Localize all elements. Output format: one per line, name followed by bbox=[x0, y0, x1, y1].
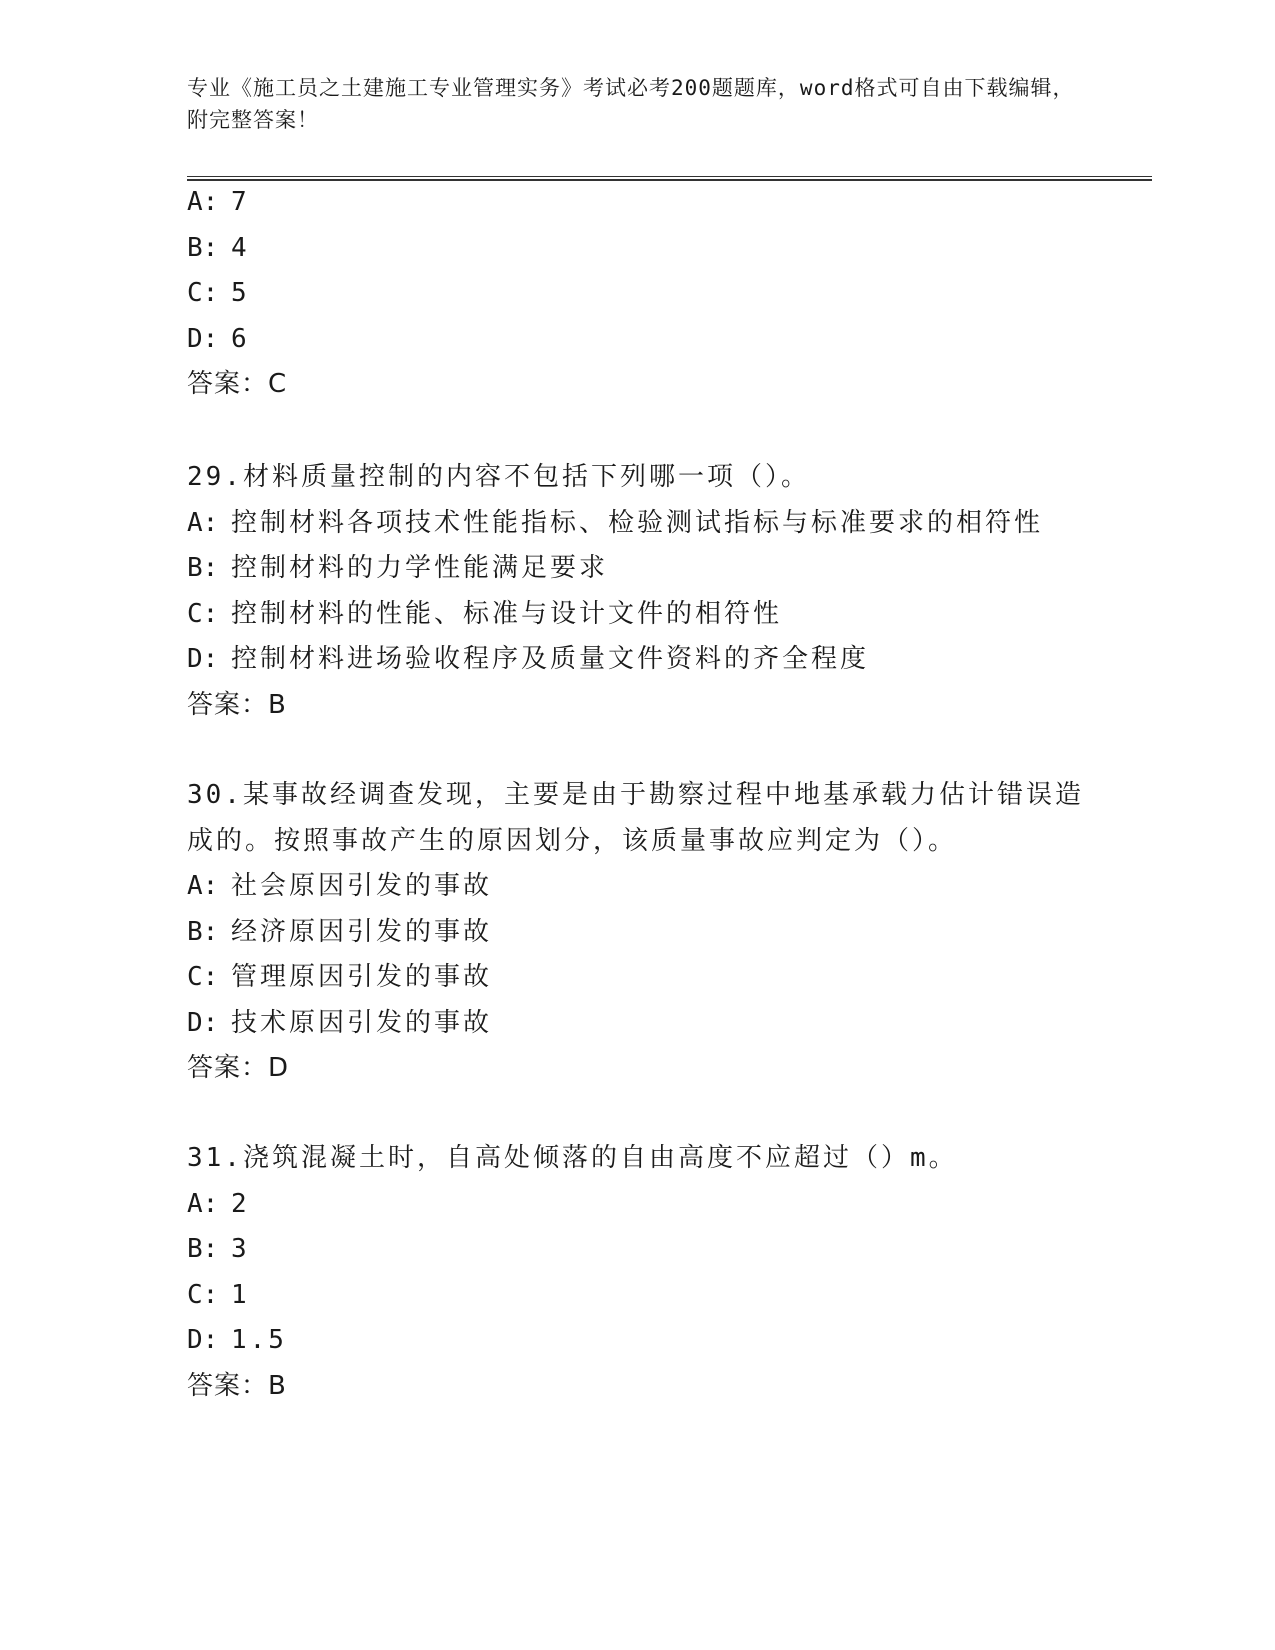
option-b bbox=[187, 910, 1147, 956]
option-a bbox=[187, 180, 1147, 226]
option-c bbox=[187, 955, 1147, 1001]
option-b bbox=[187, 1227, 1147, 1273]
option-key: D: bbox=[187, 1007, 219, 1038]
answer-line: 答案：B bbox=[187, 689, 287, 720]
option-key: A: bbox=[187, 187, 219, 217]
option-key: A: bbox=[187, 507, 219, 538]
option-b bbox=[187, 546, 1147, 592]
option-text: 经济原因引发的事故 bbox=[231, 916, 493, 947]
option-key: D: bbox=[187, 644, 219, 674]
option-d bbox=[187, 317, 1147, 363]
option-text: 控制材料进场验收程序及质量文件资料的齐全程度 bbox=[231, 644, 870, 674]
option-text: 2 bbox=[231, 1188, 250, 1219]
question-31-block bbox=[187, 1136, 1147, 1409]
option-key: A: bbox=[187, 1188, 219, 1219]
option-text: 控制材料的力学性能满足要求 bbox=[231, 553, 609, 583]
question-29-block bbox=[187, 455, 1147, 728]
question-text: 31.浇筑混凝土时，自高处倾落的自由高度不应超过（）m。 bbox=[187, 1143, 958, 1173]
option-a bbox=[187, 864, 1147, 910]
option-d bbox=[187, 637, 1147, 683]
option-a bbox=[187, 1182, 1147, 1228]
option-key: B: bbox=[187, 232, 219, 263]
option-d bbox=[187, 1318, 1147, 1364]
option-text: 控制材料的性能、标准与设计文件的相符性 bbox=[231, 598, 783, 629]
option-text: 技术原因引发的事故 bbox=[231, 1007, 493, 1038]
answer-line: 答案：B bbox=[187, 1370, 287, 1401]
page-header-title: 专业《施工员之土建施工专业管理实务》考试必考200题题库，word格式可自由下载编辑，附完整答案！ bbox=[187, 76, 1075, 132]
option-key: C: bbox=[187, 1279, 219, 1310]
option-text: 3 bbox=[231, 1234, 250, 1264]
option-text: 6 bbox=[231, 323, 250, 354]
option-d bbox=[187, 1001, 1147, 1047]
answer-line: 答案：C bbox=[187, 369, 288, 399]
option-key: B: bbox=[187, 1234, 219, 1264]
option-c bbox=[187, 271, 1147, 317]
option-text: 4 bbox=[231, 232, 250, 263]
question-30-block bbox=[187, 773, 1147, 1092]
option-key: B: bbox=[187, 553, 219, 583]
option-text: 社会原因引发的事故 bbox=[231, 871, 493, 901]
option-key: C: bbox=[187, 962, 219, 992]
option-text: 1.5 bbox=[231, 1325, 287, 1355]
question-28-block bbox=[187, 180, 1147, 408]
option-key: C: bbox=[187, 598, 219, 629]
option-text: 控制材料各项技术性能指标、检验测试指标与标准要求的相符性 bbox=[231, 507, 1044, 538]
option-key: C: bbox=[187, 278, 219, 308]
option-key: A: bbox=[187, 871, 219, 901]
option-text: 1 bbox=[231, 1279, 250, 1310]
option-key: D: bbox=[187, 323, 219, 354]
question-text: 30.某事故经调查发现，主要是由于勘察过程中地基承载力估计错误造成的。按照事故产生的原因划分，该质量事故应判定为（）。 bbox=[187, 780, 1084, 856]
option-key: D: bbox=[187, 1325, 219, 1355]
option-text: 管理原因引发的事故 bbox=[231, 962, 493, 992]
option-key: B: bbox=[187, 916, 219, 947]
option-c bbox=[187, 592, 1147, 638]
option-a bbox=[187, 501, 1147, 547]
option-b bbox=[187, 226, 1147, 272]
question-text: 29.材料质量控制的内容不包括下列哪一项（）。 bbox=[187, 462, 810, 492]
option-c bbox=[187, 1273, 1147, 1319]
option-text: 7 bbox=[231, 187, 250, 217]
answer-line: 答案：D bbox=[187, 1053, 290, 1083]
option-text: 5 bbox=[231, 278, 250, 308]
